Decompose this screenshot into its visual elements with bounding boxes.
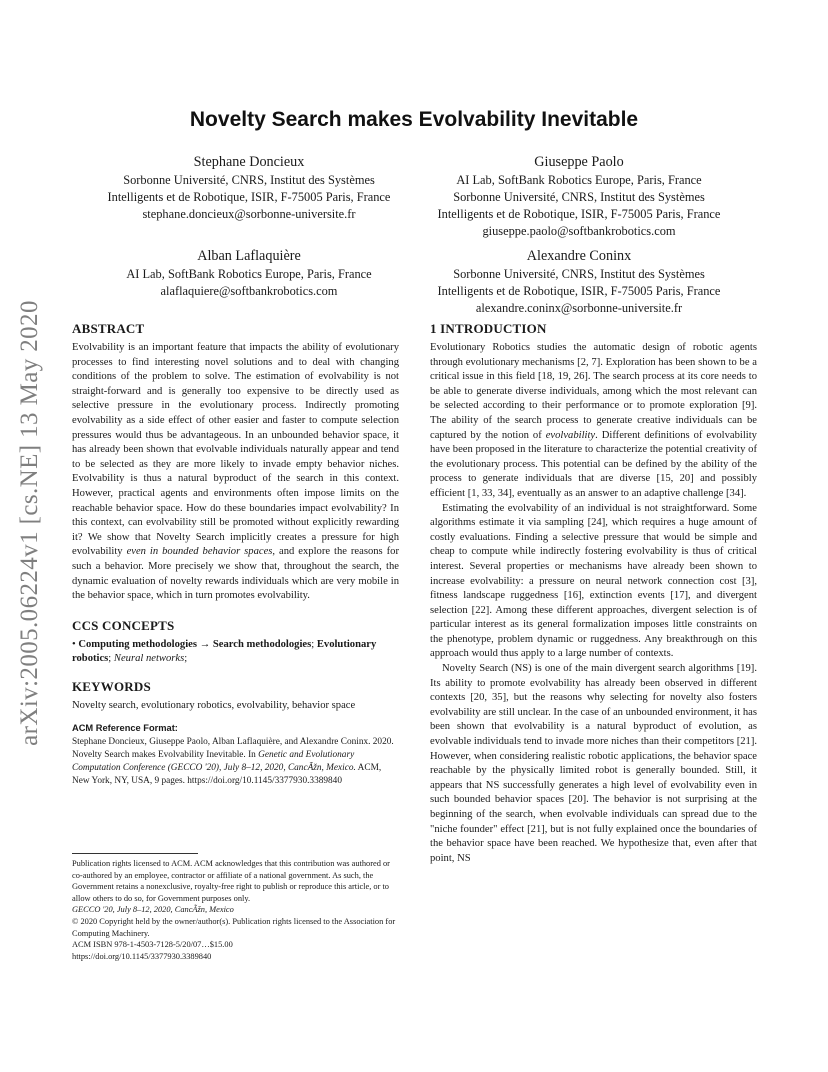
footnote-doi: https://doi.org/10.1145/3377930.3389840	[72, 951, 212, 961]
author-name: Alexandre Coninx	[526, 248, 632, 264]
author-affiliation: Sorbonne Université, CNRS, Institut des Systèmes	[453, 190, 705, 204]
footnote-isbn: ACM ISBN 978-1-4503-7128-5/20/07…$15.00	[72, 940, 233, 950]
paper-title: Novelty Search makes Evolvability Inevitable	[189, 108, 639, 131]
footnote-rule	[72, 853, 198, 854]
acm-reference-heading: ACM Reference Format:	[72, 723, 178, 734]
author-email: giuseppe.paolo@softbankrobotics.com	[482, 224, 676, 238]
author-block-4	[414, 246, 744, 317]
arxiv-stamp: arXiv:2005.06224v1 [cs.NE] 13 May 2020	[16, 300, 44, 746]
footnote-copyright: © 2020 Copyright held by the owner/author(s). Publication rights licensed to the Association for Computing Machinery.	[72, 916, 396, 938]
author-affiliation: Intelligents et de Robotique, ISIR, F-75005 Paris, France	[437, 207, 721, 221]
author-block-1	[84, 152, 414, 223]
author-affiliation: Intelligents et de Robotique, ISIR, F-75005 Paris, France	[437, 284, 721, 298]
right-column	[430, 321, 757, 866]
ccs-heading: CCS CONCEPTS	[72, 617, 175, 633]
intro-paragraph-3: Novelty Search (NS) is one of the main divergent search algorithms [19]. Its ability to promote evolvability has already been observed in different contexts [20, 35], but the reasons why selecting for novelty also fosters evolvability are still unclear. In the case of an unbounded environment, it has been shown that evolvability is a natural byproduct of evolution, as evolvable individuals tend to invade more niches than their competitors [21]. However, when considering realistic robotic applications, the behavior space reachable by the physically limited robot is generally bounded. Still, it appears that NS successfully generates a high level of evolvability even in such bounded behavior spaces [20]. The behavior is not surprising at the beginning of the search, when evolvable individuals can spread due to the "niche founder" effect [21], but is not fully explained once the boundaries of the behavior space have been reached. We hypothesize that, even after that point, NS	[430, 663, 757, 864]
keywords-heading: KEYWORDS	[72, 678, 151, 694]
footnote-rights: Publication rights licensed to ACM. ACM acknowledges that this contribution was authored or co-authored by an employee, contractor or affiliate of a national government. As such, the Government retains a nonexclusive, royalty-free right to publish or reproduce this article, or to allow others to do so, for Government purposes only.	[72, 859, 390, 903]
intro-paragraph-2: Estimating the evolvability of an individual is not straightforward. Some algorithms estimate it via sampling [24], which requires a huge amount of costly evaluations. Finding a selective pressure that would be simple and cheap to compute while indirectly fostering evolvability is thus of critical interest. Several properties or mechanisms have already been shown to increase evolvability: a pressure on neural network connection cost [3], fitness landscape ruggedness [16], extinction events [17], and divergent selection [22]. Among these different approaches, divergent selection is of particular interest as its general formalization imposes little constraints on the phenotype, problem dynamic or ruggedness. Any breakthrough on this approach would thus apply to a large number of contexts.	[430, 502, 757, 660]
author-email: stephane.doncieux@sorbonne-universite.fr	[142, 207, 356, 221]
left-column	[72, 321, 399, 788]
footnote-block	[72, 858, 399, 962]
author-email: alaflaquiere@softbankrobotics.com	[160, 284, 338, 298]
footnote-venue: GECCO '20, July 8–12, 2020, CancÃžn, Mexico	[72, 905, 234, 915]
author-block-3	[84, 246, 414, 300]
ccs-text: • Computing methodologies → Search methodologies; Evolutionary robotics; Neural networks;	[72, 638, 377, 665]
author-affiliation: Sorbonne Université, CNRS, Institut des Systèmes	[123, 173, 375, 187]
abstract-heading: ABSTRACT	[72, 321, 145, 336]
acm-reference-text: Stephane Doncieux, Giuseppe Paolo, Alban Laflaquière, and Alexandre Coninx. 2020. Novelty Search makes Evolvability Inevitable. In Genetic and Evolutionary Computation Conference (GECCO '20), July 8–12, 2020, CancÃžn, Mexico. ACM, New York, NY, USA, 9 pages. https://doi.org/10.1145/3377930.3389840	[72, 737, 394, 787]
author-affiliation: AI Lab, SoftBank Robotics Europe, Paris, France	[126, 267, 372, 281]
author-email: alexandre.coninx@sorbonne-universite.fr	[475, 301, 683, 315]
author-name: Giuseppe Paolo	[534, 154, 624, 170]
abstract-text: Evolvability is an important feature that impacts the ability of evolutionary processes to find interesting novel solutions and to deal with changing conditions of the problem to solve. The estimation of evolvability is not straight-forward and is generally too expensive to be directly used as selective pressure in the evolutionary process. Indirectly promoting evolvability as a side effect of other easier and faster to compute selection pressures would thus be advantageous. In an unbounded behavior space, it has already been shown that evolvable individuals naturally appear and tend to be selected as they are more likely to invade empty behavior niches. Evolvability is thus a natural byproduct of the search in this context. However, practical agents and environments often impose limits on the reachable behavior space. How do these boundaries impact evolvability? In this context, can evolvability still be promoted without explicitly rewarding it? We show that Novelty Search implicitly creates a pressure for high evolvability even in bounded behavior spaces, and explore the reasons for such a behavior. More precisely we show that, throughout the search, the dynamic evaluation of novelty rewards individuals which are very mobile in the behavior space, which in turn promotes evolvability.	[72, 342, 399, 602]
intro-heading: 1 INTRODUCTION	[430, 321, 547, 336]
author-affiliation: Intelligents et de Robotique, ISIR, F-75005 Paris, France	[107, 190, 391, 204]
keywords-text: Novelty search, evolutionary robotics, evolvability, behavior space	[72, 699, 356, 711]
author-affiliation: AI Lab, SoftBank Robotics Europe, Paris, France	[456, 173, 702, 187]
author-name: Stephane Doncieux	[193, 154, 305, 170]
intro-paragraph-1: Evolutionary Robotics studies the automatic design of robotic agents through evolutionary mechanisms [2, 7]. Exploration has been shown to be a critical issue in this field [18, 19, 26]. The search process at its core needs to be able to generate diverse individuals, among which the most relevant can be selected according to their performance or to promote exploration [9]. The ability of the search process to generate creative individuals can be captured by the notion of evolvability. Different definitions of evolvability have been proposed in the literature to characterize the potential creativity of the evolutionary process. This potential can be defined by the ability of the process to generate individuals that are diverse [15, 20] and possibly efficient [1, 33, 34], eventually as an answer to an adaptive challenge [34].	[430, 342, 757, 499]
author-name: Alban Laflaquière	[197, 248, 301, 264]
author-affiliation: Sorbonne Université, CNRS, Institut des Systèmes	[453, 267, 705, 281]
author-block-2	[414, 152, 744, 240]
